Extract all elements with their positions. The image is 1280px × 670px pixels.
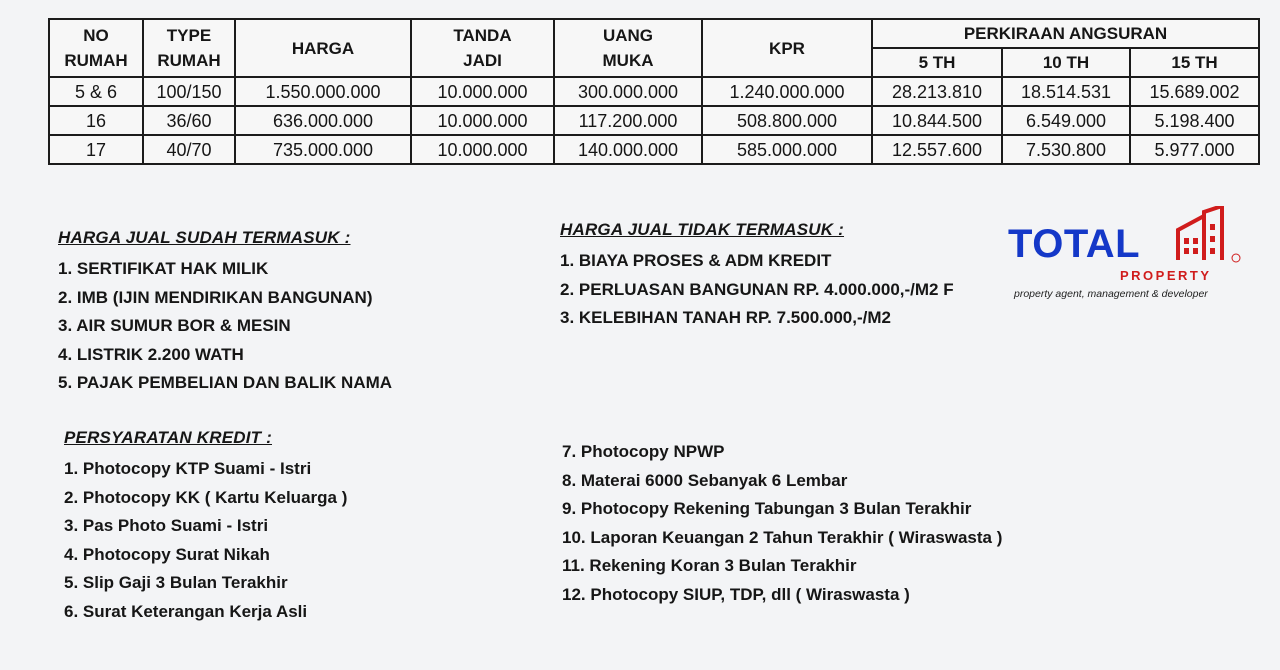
list-item: 9. Photocopy Rekening Tabungan 3 Bulan Terakhir [562,499,972,518]
list-item: 12. Photocopy SIUP, TDP, dll ( Wiraswasta ) [562,584,910,604]
list-item: 6. Surat Keterangan Kerja Asli [64,601,308,621]
table-cell: 10.000.000 [411,77,554,106]
table-cell: 7.530.800 [1002,135,1130,164]
list-item: 11. Rekening Koran 3 Bulan Terakhir [562,556,857,575]
list-item: 4. LISTRIK 2.200 WATH [58,344,244,364]
list-item: 3. AIR SUMUR BOR & MESIN [58,316,291,335]
table-cell: 5.977.000 [1130,135,1259,164]
table-cell: 585.000.000 [702,135,872,164]
credit-title: PERSYARATAN KREDIT : [64,428,272,447]
header-tanda-jadi: TANDA JADI [411,19,554,77]
list-item: 7. Photocopy NPWP [562,442,725,461]
table-row [49,135,1259,164]
list-item: 2. Photocopy KK ( Kartu Keluarga ) [64,487,348,507]
header-perkiraan-angsuran: PERKIRAAN ANGSURAN [872,19,1259,48]
credit-section-continued [562,438,1002,609]
table-cell: 17 [49,135,143,164]
header-no-rumah: NO RUMAH [49,19,143,77]
header-15th: 15 TH [1130,48,1259,77]
table-cell: 36/60 [143,106,235,135]
table-cell: 28.213.810 [872,77,1002,106]
table-cell: 6.549.000 [1002,106,1130,135]
header-5th: 5 TH [872,48,1002,77]
list-item: 3. Pas Photo Suami - Istri [64,516,269,535]
logo-subtitle: PROPERTY [1120,268,1212,283]
total-property-logo [1008,206,1248,306]
header-kpr: KPR [702,19,872,77]
header-type-rumah: TYPE RUMAH [143,19,235,77]
table-cell: 10.000.000 [411,135,554,164]
logo-word: TOTAL [1008,222,1141,266]
list-item: 2. PERLUASAN BANGUNAN RP. 4.000.000,-/M2 F [560,279,954,299]
header-harga: HARGA [235,19,411,77]
header-uang-muka: UANG MUKA [554,19,702,77]
table-cell: 1.550.000.000 [235,77,411,106]
logo-tagline: property agent, management & developer [1014,288,1208,300]
list-item: 10. Laporan Keuangan 2 Tahun Terakhir ( Wiraswasta ) [562,527,1003,547]
list-item: 5. PAJAK PEMBELIAN DAN BALIK NAMA [58,373,393,392]
list-item: 4. Photocopy Surat Nikah [64,544,270,564]
table-cell: 140.000.000 [554,135,702,164]
table-cell: 100/150 [143,77,235,106]
table-cell: 5.198.400 [1130,106,1259,135]
list-item: 1. Photocopy KTP Suami - Istri [64,459,312,478]
table-cell: 16 [49,106,143,135]
list-item: 5. Slip Gaji 3 Bulan Terakhir [64,573,288,592]
table-cell: 1.240.000.000 [702,77,872,106]
excluded-section [560,220,954,333]
table-cell: 12.557.600 [872,135,1002,164]
included-section [58,228,392,398]
excluded-title: HARGA JUAL TIDAK TERMASUK : [560,220,845,239]
table-cell: 40/70 [143,135,235,164]
table-cell: 735.000.000 [235,135,411,164]
table-row [49,77,1259,106]
table-cell: 10.000.000 [411,106,554,135]
list-item: 2. IMB (IJIN MENDIRIKAN BANGUNAN) [58,287,373,307]
table-cell: 5 & 6 [49,77,143,106]
list-item: 3. KELEBIHAN TANAH RP. 7.500.000,-/M2 [560,308,891,327]
table-cell: 300.000.000 [554,77,702,106]
table-cell: 15.689.002 [1130,77,1259,106]
table-cell: 18.514.531 [1002,77,1130,106]
list-item: 1. SERTIFIKAT HAK MILIK [58,259,269,278]
table-cell: 10.844.500 [872,106,1002,135]
list-item: 8. Materai 6000 Sebanyak 6 Lembar [562,470,848,490]
building-logo-icon [1174,206,1244,268]
table-row [49,106,1259,135]
included-title: HARGA JUAL SUDAH TERMASUK : [58,228,351,247]
table-cell: 508.800.000 [702,106,872,135]
table-cell: 117.200.000 [554,106,702,135]
table-cell: 636.000.000 [235,106,411,135]
header-10th: 10 TH [1002,48,1130,77]
price-table [48,18,1260,165]
credit-section [64,428,347,626]
list-item: 1. BIAYA PROSES & ADM KREDIT [560,251,832,270]
